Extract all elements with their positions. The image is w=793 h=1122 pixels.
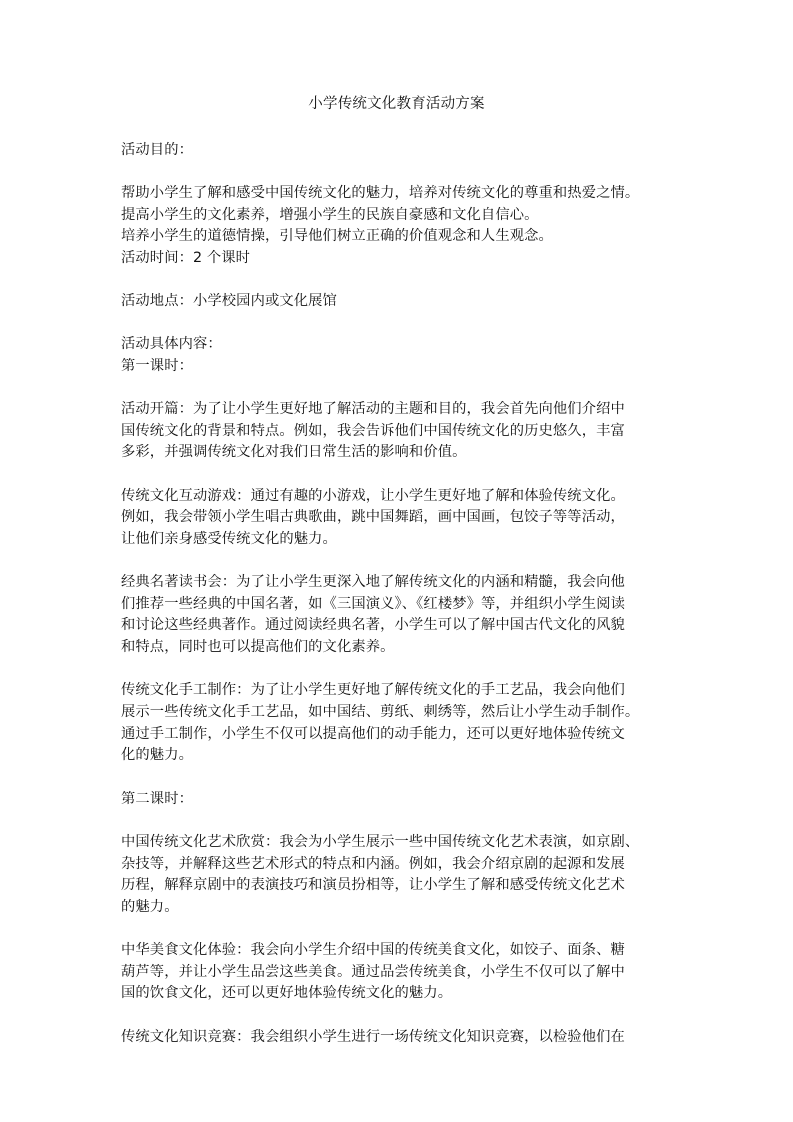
blank-line: [121, 659, 681, 681]
paragraph-line: 例如，我会带领小学生唱古典歌曲，跳中国舞蹈，画中国画，包饺子等等活动，: [121, 509, 625, 526]
document-title: 小学传统文化教育活动方案: [308, 96, 485, 112]
document-body: [121, 140, 681, 1048]
blank-line: [121, 810, 681, 832]
objective-heading: 活动目的：: [121, 142, 193, 158]
blank-line: [121, 918, 681, 940]
paragraph-line: 中华美食文化体验：我会向小学生介绍中国的传统美食文化，如饺子、面条、糖: [121, 942, 625, 959]
paragraph-line: 国的饮食文化，还可以更好地体验传统文化的魅力。: [121, 985, 453, 1002]
paragraph-line: 历程，解释京剧中的表演技巧和演员扮相等，让小学生了解和感受传统文化艺术: [121, 877, 625, 894]
blank-line: [121, 378, 681, 400]
paragraph-line: 活动开篇：为了让小学生更好地了解活动的主题和目的，我会首先向他们介绍中: [121, 401, 625, 418]
objective-line: 培养小学生的道德情操，引导他们树立正确的价值观念和人生观念。: [121, 228, 553, 245]
paragraph-line: 和特点，同时也可以提高他们的文化素养。: [121, 639, 395, 656]
activity-place: 活动地点：小学校园内或文化展馆: [121, 293, 337, 310]
blank-line: [121, 767, 681, 789]
blank-line: [121, 162, 681, 184]
paragraph-line: 让他们亲身感受传统文化的魅力。: [121, 530, 337, 547]
paragraph-line: 展示一些传统文化手工艺品，如中国结、剪纸、刺绣等，然后让小学生动手制作。: [121, 704, 640, 721]
paragraph-line: 化的魅力。: [121, 747, 193, 764]
paragraph-line: 杂技等，并解释这些艺术形式的特点和内涵。例如，我会介绍京剧的起源和发展: [121, 855, 625, 872]
content-heading: 活动具体内容：: [121, 336, 222, 353]
lesson-1-heading: 第一课时：: [121, 357, 193, 374]
paragraph-line: 多彩，并强调传统文化对我们日常生活的影响和价值。: [121, 444, 467, 461]
blank-line: [121, 270, 681, 292]
blank-line: [121, 550, 681, 572]
paragraph-line: 的魅力。: [121, 898, 179, 915]
paragraph-line: 通过手工制作，小学生不仅可以提高他们的动手能力，还可以更好地体验传统文: [121, 725, 625, 742]
paragraph-line: 经典名著读书会：为了让小学生更深入地了解传统文化的内涵和精髓，我会向他: [121, 574, 625, 591]
blank-line: [121, 464, 681, 486]
paragraph-line: 传统文化互动游戏：通过有趣的小游戏，让小学生更好地了解和体验传统文化。: [121, 487, 625, 504]
objective-line: 提高小学生的文化素养，增强小学生的民族自豪感和文化自信心。: [121, 206, 539, 223]
activity-time: 活动时间：2 个课时: [121, 249, 251, 266]
paragraph-line: 传统文化知识竞赛：我会组织小学生进行一场传统文化知识竞赛，以检验他们在: [121, 1028, 625, 1045]
paragraph-line: 们推荐一些经典的中国名著，如《三国演义》、《红楼梦》等，并组织小学生阅读: [121, 595, 625, 612]
paragraph-line: 传统文化手工制作：为了让小学生更好地了解传统文化的手工艺品，我会向他们: [121, 682, 625, 699]
objective-line: 帮助小学生了解和感受中国传统文化的魅力，培养对传统文化的尊重和热爱之情。: [121, 185, 640, 202]
paragraph-line: 和讨论这些经典著作。通过阅读经典名著，小学生可以了解中国古代文化的风貌: [121, 617, 625, 634]
paragraph-line: 国传统文化的背景和特点。例如，我会告诉他们中国传统文化的历史悠久，丰富: [121, 422, 625, 439]
paragraph-line: 葫芦等，并让小学生品尝这些美食。通过品尝传统美食，小学生不仅可以了解中: [121, 963, 625, 980]
blank-line: [121, 1005, 681, 1027]
blank-line: [121, 313, 681, 335]
paragraph-line: 中国传统文化艺术欣赏：我会为小学生展示一些中国传统文化艺术表演，如京剧、: [121, 834, 640, 851]
lesson-2-heading: 第二课时：: [121, 790, 193, 807]
